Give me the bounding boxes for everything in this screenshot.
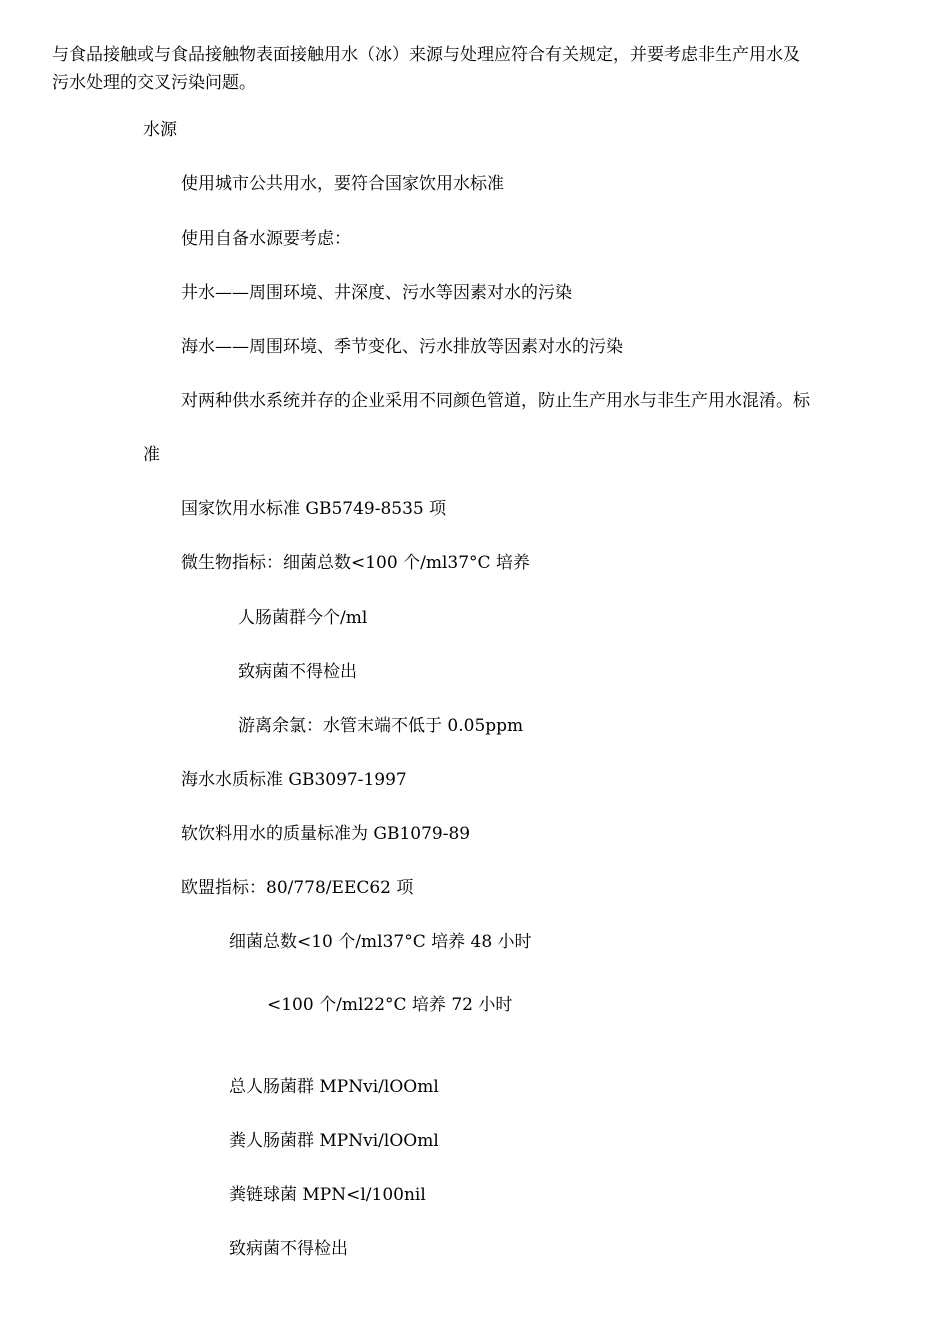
- eu-indicator-line: 欧盟指标：80/778/EEC62 项: [181, 878, 414, 898]
- own-water-line: 使用自备水源要考虑：: [181, 229, 351, 249]
- municipal-water-line: 使用城市公共用水，要符合国家饮用水标准: [181, 174, 504, 194]
- pathogen-line: 致病菌不得检出: [238, 662, 357, 682]
- soft-drink-standard-line: 软饮料用水的质量标准为 GB1079-89: [181, 824, 471, 844]
- total-coliform-line: 总人肠菌群 MPNvi/lOOml: [229, 1077, 439, 1097]
- intro-line-2: 污水处理的交叉污染问题。: [52, 73, 256, 93]
- water-source-heading: 水源: [143, 120, 177, 140]
- eu-bacteria-22-line: <100 个/ml22°C 培养 72 小时: [267, 995, 513, 1015]
- intro-paragraph: [52, 41, 852, 97]
- fecal-coliform-line: 粪人肠菌群 MPNvi/lOOml: [229, 1131, 439, 1151]
- free-chlorine-line: 游离余氯：水管末端不低于 0.05ppm: [238, 716, 524, 736]
- eu-bacteria-37-line: 细菌总数<10 个/ml37°C 培养 48 小时: [229, 932, 532, 952]
- seawater-standard-line: 海水水质标准 GB3097-1997: [181, 770, 407, 790]
- intro-line-1: 与食品接触或与食品接触物表面接触用水（冰）来源与处理应符合有关规定，并要考虑非生产用水及: [52, 45, 800, 65]
- two-systems-line-1: 对两种供水系统并存的企业采用不同颜色管道，防止生产用水与非生产用水混淆。标: [181, 391, 810, 411]
- fecal-strep-line: 粪链球菌 MPN<l/100nil: [229, 1185, 426, 1205]
- well-water-line: 井水——周围环境、井深度、污水等因素对水的污染: [181, 283, 572, 303]
- two-systems-line-2: 准: [143, 445, 160, 465]
- micro-indicator-line: 微生物指标：细菌总数<100 个/ml37°C 培养: [181, 553, 530, 573]
- national-standard-line: 国家饮用水标准 GB5749-8535 项: [181, 499, 447, 519]
- coliform-line: 人肠菌群今个/ml: [238, 608, 368, 628]
- eu-pathogen-line: 致病菌不得检出: [229, 1239, 348, 1259]
- sea-water-line: 海水——周围环境、季节变化、污水排放等因素对水的污染: [181, 337, 623, 357]
